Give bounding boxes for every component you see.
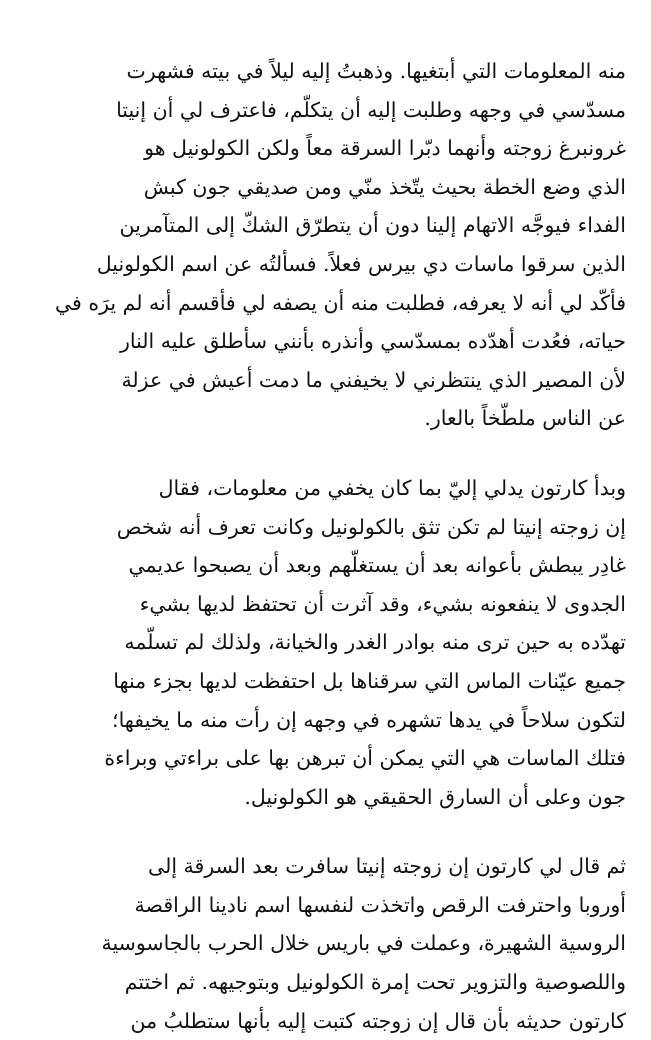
paragraph-gap [68, 816, 626, 847]
text-line: أوروبا واحترفت الرقص واتخذت لنفسها اسم نادينا الراقصة [134, 892, 626, 917]
text-line: ثم قال لي كارتون إن زوجته إنيتا سافرت بعد السرقة إلى [147, 854, 626, 879]
text-line: مسدّسي في وجهه وطلبت إليه أن يتكلّم، فاعترف لي أن إنيتا [116, 97, 626, 122]
book-page [54, 52, 626, 1033]
text-line: لأن المصير الذي ينتظرني لا يخيفني ما دمت أعيش في عزلة [121, 367, 626, 392]
text-line: إن زوجته إنيتا لم تكن تثق بالكولونيل وكانت تعرف أنه شخص [116, 514, 626, 539]
paragraph-3 [68, 847, 626, 1040]
paragraph-1 [54, 52, 626, 438]
text-line: الروسية الشهيرة، وعملت في باريس خلال الحرب بالجاسوسية [101, 931, 626, 956]
text-line: الجدوى لا ينفعونه بشيء، وقد آثرت أن تحتفظ لديها بشيء [139, 591, 626, 616]
text-line: الفداء فيوجَّه الاتهام إلينا دون أن يتطرّق الشكّ إلى المتآمرين [119, 213, 626, 238]
paragraph-2 [68, 469, 626, 816]
text-line: كارتون حديثه بأن قال إن زوجته كتبت إليه بأنها ستطلبُ من [130, 1008, 626, 1033]
paragraph-gap [68, 438, 626, 469]
text-line: الذين سرقوا ماسات دي بيرس فعلاً. فسألتُه عن اسم الكولونيل [96, 251, 626, 276]
text-line: حياته، فعُدت أهدّده بمسدّسي وأنذره بأنني سأطلق عليه النار [119, 329, 626, 354]
text-line: الذي وضع الخطة بحيث يتّخذ منّي ومن صديقي جون كبش [143, 174, 626, 199]
text-line: وبدأ كارتون يدلي إليّ بما كان يخفي من معلومات، فقال [158, 475, 626, 500]
text-line: فتلك الماسات هي التي يمكن أن تبرهن بها على براءتي وبراءة [104, 746, 626, 771]
text-line: جميع عيّنات الماس التي سرقناها بل احتفظت لديها بجزء منها [113, 668, 626, 693]
text-line: واللصوصية والتزوير تحت إمرة الكولونيل وبتوجيهه. ثم اختتم [124, 970, 626, 995]
text-line: عن الناس ملطّخاً بالعار. [424, 406, 626, 431]
text-line: فأكّد لي أنه لا يعرفه، فطلبت منه أن يصفه لي فأقسم أنه لم يرَه في [54, 290, 626, 315]
text-line: لتكون سلاحاً في يدها تشهره في وجهه إن رأت منه ما يخيفها؛ [112, 707, 626, 732]
text-line: جون وعلى أن السارق الحقيقي هو الكولونيل. [244, 784, 626, 809]
text-line: غادِر يبطش بأعوانه بعد أن يستغلّهم وبعد أن يصبحوا عديمي [128, 553, 626, 578]
text-line: تهدّده به حين ترى منه بوادر الغدر والخيانة، ولذلك لم تسلّمه [124, 630, 626, 655]
text-line: منه المعلومات التي أبتغيها. وذهبتُ إليه ليلاً في بيته فشهرت [126, 59, 626, 83]
text-line: غرونبرغ زوجته وأنهما دبّرا السرقة معاً ولكن الكولونيل هو [144, 136, 626, 161]
